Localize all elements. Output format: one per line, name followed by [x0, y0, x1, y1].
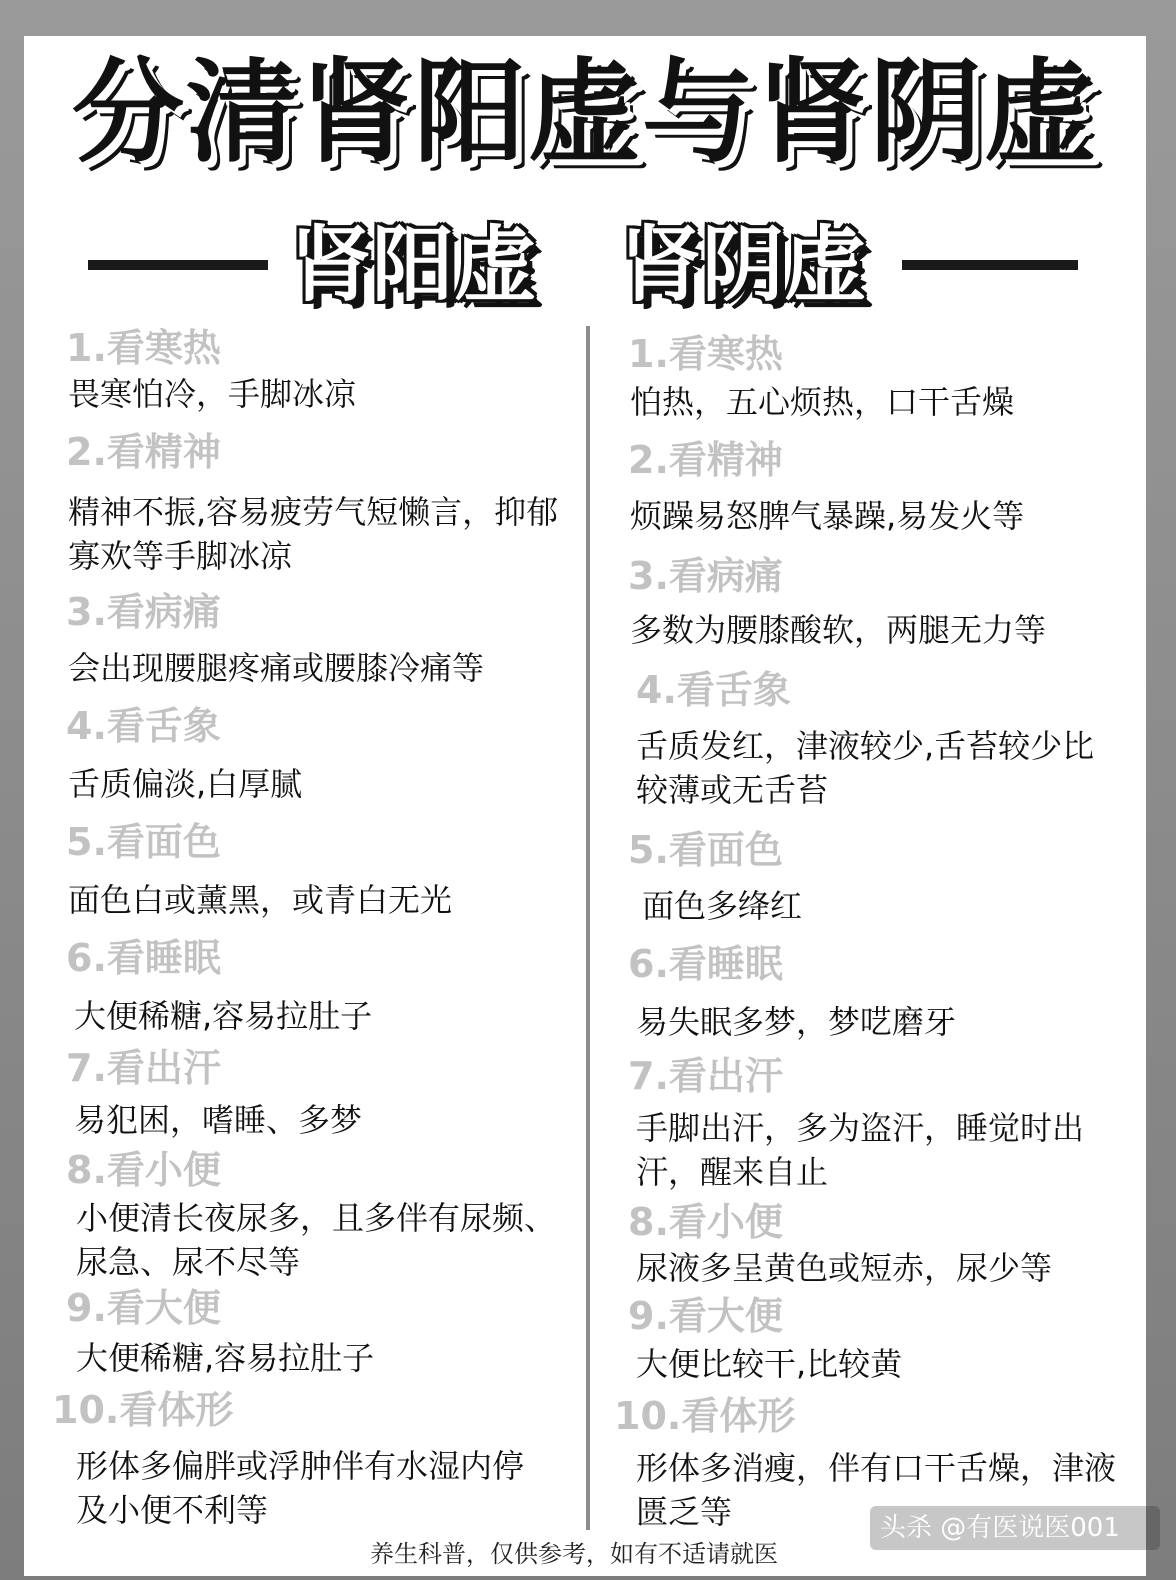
item-text: 舌质偏淡,白厚腻: [68, 765, 303, 803]
item-text: 面色多绛红: [642, 887, 803, 925]
item-text: 大便稀糖,容易拉肚子: [74, 997, 373, 1035]
item-label: 6.看睡眠: [628, 942, 783, 986]
item-label: 10.看体形: [614, 1394, 796, 1438]
item-text: 畏寒怕冷，手脚冰凉: [68, 375, 357, 413]
item-label: 7.看出汗: [628, 1054, 783, 1098]
item-label: 10.看体形: [52, 1388, 234, 1432]
item-text: 多数为腰膝酸软，两腿无力等: [630, 611, 1047, 649]
item-label: 4.看舌象: [66, 704, 221, 748]
item-text: 会出现腰腿疼痛或腰膝冷痛等: [68, 649, 485, 687]
item-text: 精神不振,容易疲劳气短懒言，抑郁寡欢等手脚冰凉: [68, 493, 559, 575]
item-label: 5.看面色: [66, 820, 221, 864]
item-label: 4.看舌象: [636, 668, 791, 712]
decorative-rule-right: [902, 260, 1078, 270]
item-label: 9.看大便: [66, 1286, 221, 1330]
item-label: 1.看寒热: [66, 326, 221, 370]
column-divider: [586, 326, 590, 1530]
item-text: 大便稀糖,容易拉肚子: [76, 1339, 375, 1377]
item-label: 9.看大便: [628, 1294, 783, 1338]
item-text: 易犯困，嗜睡、多梦: [74, 1101, 363, 1139]
item-text: 大便比较干,比较黄: [636, 1345, 903, 1383]
column-heading-yin: 肾阴虚: [620, 218, 867, 313]
item-label: 7.看出汗: [66, 1046, 221, 1090]
item-text: 尿液多呈黄色或短赤，尿少等: [636, 1249, 1053, 1287]
item-text: 小便清长夜尿多，且多伴有尿频、尿急、尿不尽等: [76, 1199, 557, 1281]
item-text: 怕热，五心烦热，口干舌燥: [630, 383, 1015, 421]
item-text: 手脚出汗，多为盗汗，睡觉时出汗，醒来自止: [636, 1109, 1085, 1191]
watermark: [870, 1506, 1160, 1550]
item-text: 面色白或薰黑，或青白无光: [68, 881, 453, 919]
item-text: 舌质发红，津液较少,舌苔较少比较薄或无舌苔: [636, 727, 1095, 809]
item-label: 1.看寒热: [628, 332, 783, 376]
item-label: 3.看病痛: [628, 554, 783, 598]
watermark-text: 头杀 @有医说医001: [880, 1513, 1120, 1543]
item-label: 8.看小便: [66, 1148, 221, 1192]
item-label: 8.看小便: [628, 1200, 783, 1244]
item-label: 6.看睡眠: [66, 936, 221, 980]
item-label: 2.看精神: [66, 430, 221, 474]
footer-disclaimer: 养生科普，仅供参考，如有不适请就医: [370, 1540, 778, 1568]
item-text: 形体多消瘦，伴有口干舌燥，津液匮乏等: [636, 1449, 1117, 1531]
column-heading-yang: 肾阳虚: [290, 218, 537, 313]
item-text: 形体多偏胖或浮肿伴有水湿内停及小便不利等: [76, 1447, 525, 1529]
item-label: 5.看面色: [628, 828, 783, 872]
item-label: 2.看精神: [628, 438, 783, 482]
item-text: 烦躁易怒脾气暴躁,易发火等: [630, 497, 1025, 535]
decorative-rule-left: [88, 260, 268, 270]
item-text: 易失眠多梦，梦呓磨牙: [636, 1003, 957, 1041]
item-label: 3.看病痛: [66, 590, 221, 634]
page-title: 分清肾阳虚与肾阴虚: [72, 48, 1098, 178]
